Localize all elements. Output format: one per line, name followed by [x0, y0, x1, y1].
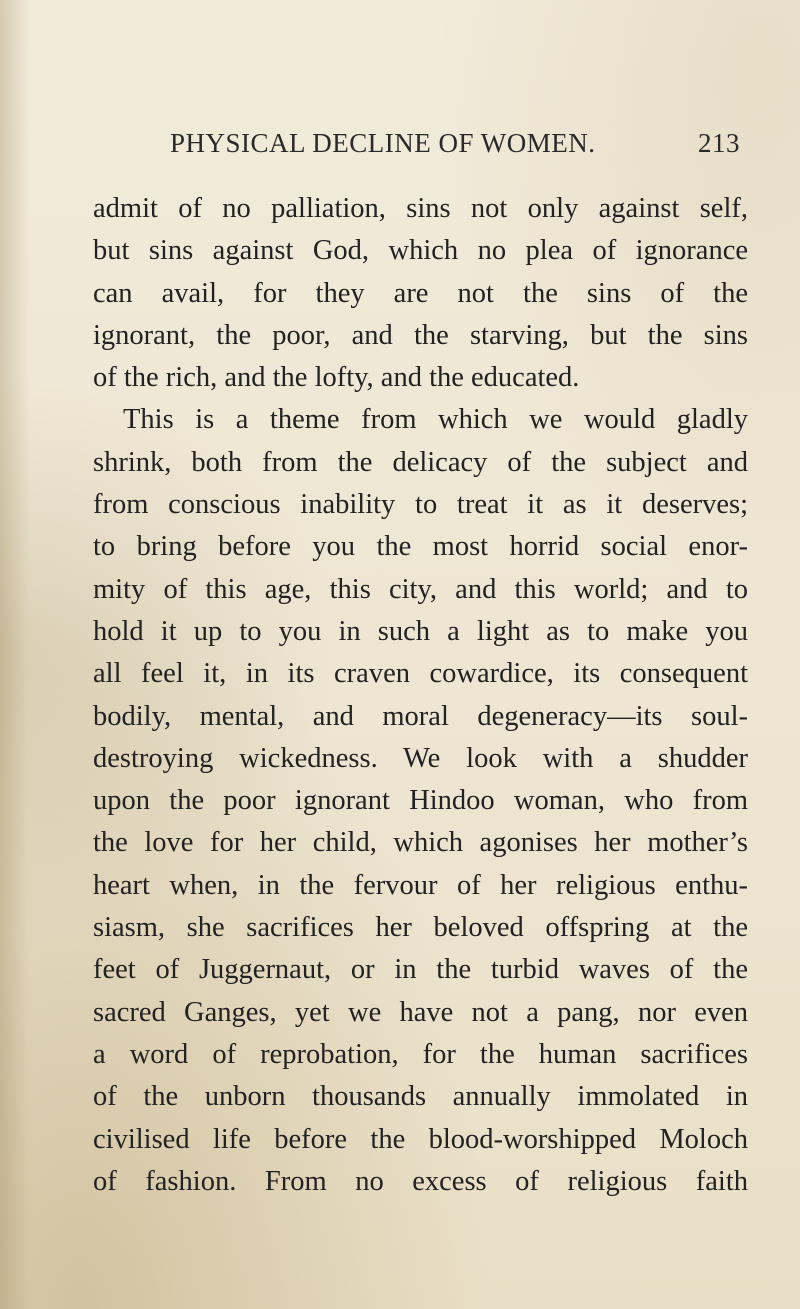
- running-head: [170, 128, 740, 168]
- text-line: of the unborn thousands annually immolated in: [93, 1081, 748, 1113]
- text-line: the love for her child, which agonises her mother’s: [93, 827, 748, 859]
- text-line: heart when, in the fervour of her religious enthu-: [93, 869, 748, 901]
- text-line: feet of Juggernaut, or in the turbid waves of the: [93, 954, 748, 986]
- text-line: of fashion. From no excess of religious faith: [93, 1165, 748, 1197]
- text-line: mity of this age, this city, and this world; and to: [93, 573, 748, 605]
- page-number: 213: [698, 128, 740, 158]
- text-line: but sins against God, which no plea of ignorance: [93, 235, 748, 267]
- body-text: [93, 188, 748, 1203]
- text-line: destroying wickedness. We look with a shudder: [93, 742, 748, 774]
- text-line: from conscious inability to treat it as it deserves;: [93, 489, 748, 521]
- text-line: This is a theme from which we would gladly: [123, 404, 748, 436]
- text-line: upon the poor ignorant Hindoo woman, who from: [93, 785, 748, 817]
- text-line: of the rich, and the lofty, and the educated.: [93, 362, 580, 394]
- running-title: PHYSICAL DECLINE OF WOMEN.: [170, 128, 596, 158]
- text-line: can avail, for they are not the sins of the: [93, 277, 748, 309]
- text-line: hold it up to you in such a light as to make you: [93, 615, 748, 647]
- text-line: a word of reprobation, for the human sacrifices: [93, 1038, 748, 1070]
- text-line: all feel it, in its craven cowardice, its consequent: [93, 658, 748, 690]
- page-edge-shadow: [0, 0, 30, 1309]
- text-line: civilised life before the blood-worshipped Moloch: [93, 1123, 748, 1155]
- text-line: admit of no palliation, sins not only against self,: [93, 193, 748, 224]
- text-line: sacred Ganges, yet we have not a pang, nor even: [93, 996, 748, 1028]
- text-line: bodily, mental, and moral degeneracy—its soul-: [93, 700, 748, 732]
- text-line: shrink, both from the delicacy of the subject and: [93, 446, 748, 478]
- text-line: ignorant, the poor, and the starving, but the sins: [93, 319, 748, 351]
- text-line: to bring before you the most horrid social enor-: [93, 531, 748, 563]
- text-line: siasm, she sacrifices her beloved offspring at the: [93, 912, 748, 944]
